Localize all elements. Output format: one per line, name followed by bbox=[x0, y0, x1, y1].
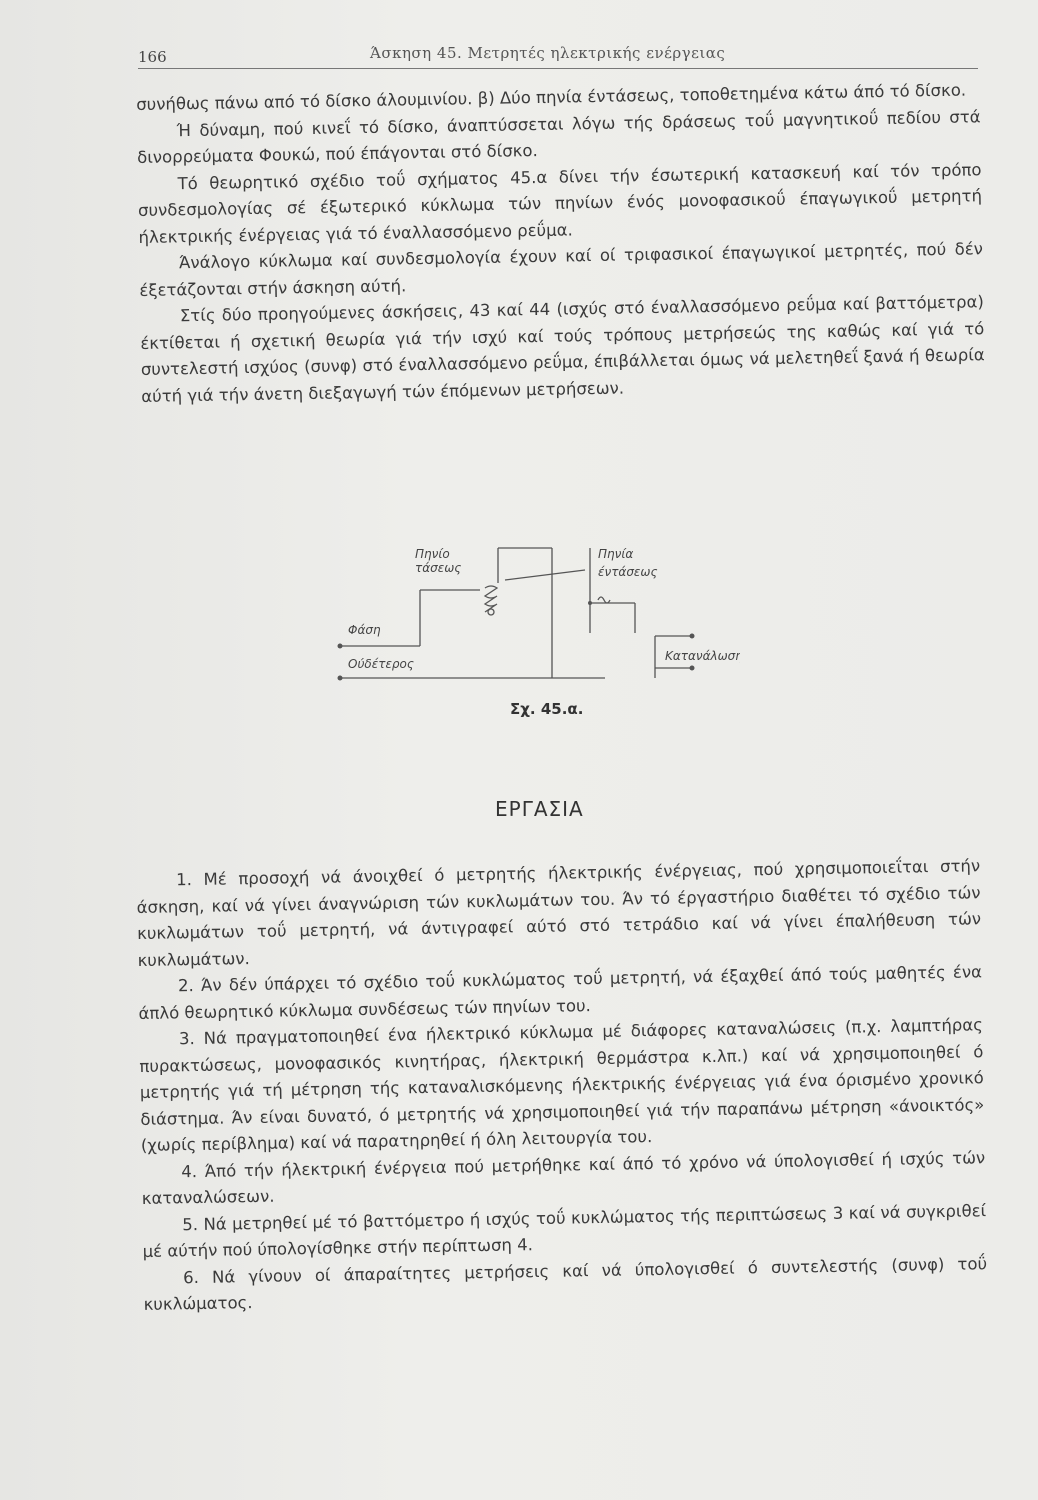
voltage-coil-label-1: Πηνίο bbox=[415, 547, 450, 561]
circuit-svg bbox=[320, 528, 740, 728]
task-item: 6. Νά γίνουν οί άπαραίτητες μετρήσεις καί νά ύπολογισθεί ό συντελεστής (συνφ) τοΰ κυκλώματος. bbox=[143, 1253, 988, 1314]
page-number: 166 bbox=[138, 48, 167, 66]
task-item: 1. Μέ προσοχή νά άνοιχθεί ό μετρητής ήλεκτρικής ένέργειας, πού χρησιμοποιεΐται στήν άσκηση, καί νά γίνει άναγνώριση τών κυκλωμάτων του. Άν τό έργαστήριο διαθέτει τό σχέδιο τών κυκλωμάτων τοΰ μετρητή, νά άντιγραφεί αύτό στό τετράδιο καί νά γίνει έπαλήθευση τών κυκλωμάτων. bbox=[136, 856, 982, 970]
phase-terminal bbox=[338, 644, 343, 649]
load-terminal-top bbox=[690, 634, 695, 639]
current-coils-label-1: Πηνία bbox=[598, 547, 634, 561]
tasks-list bbox=[136, 853, 988, 1318]
task-item: 2. Άν δέν ύπάρχει τό σχέδιο τοΰ κυκλώματος τοΰ μετρητή, νά έξαχθεί άπό τούς μαθητές ένα άπλό θεωρητικό κύκλωμα συνδέσεως τών πηνίων του. bbox=[138, 962, 983, 1023]
page-header bbox=[138, 40, 978, 70]
intro-text bbox=[136, 77, 985, 410]
section-title: ΕΡΓΑΣΙΑ bbox=[495, 797, 584, 821]
intro-paragraph: Στίς δύο προηγούμενες άσκήσεις, 43 καί 44 (ισχύς στό έναλλασσόμενο ρεΰμα καί βαττόμετρα) έκτίθεται ή σχετική θεωρία γιά τήν ισχύ καί τούς τρόπους μετρήσεώς της καθώς καί γιά τό συντελεστή ισχύος (συνφ) στό έναλλασσόμενο ρεΰμα, έπιβάλλεται όμως νά μελετηθεΐ ξανά ή θεωρία αύτή γιά τήν άνετη διεξαγωγή τών έπόμενων μετρήσεων. bbox=[140, 292, 985, 406]
voltage-coil-label-2: τάσεως bbox=[415, 561, 462, 575]
junction bbox=[588, 601, 592, 605]
phase-label: Φάση bbox=[348, 623, 381, 637]
task-item: 4. Άπό τήν ήλεκτρική ένέργεια πού μετρήθηκε καί άπό τό χρόνο νά ύπολογισθεί ή ισχύς τών καταναλώσεων. bbox=[141, 1147, 986, 1208]
current-coil bbox=[598, 597, 610, 603]
coil-core bbox=[488, 609, 494, 615]
intro-paragraph: Ή δύναμη, πού κινεΐ τό δίσκο, άναπτύσσεται λόγω τής δράσεως τοΰ μαγνητικοΰ πεδίου στά δινορρεύματα Φουκώ, πού έπάγονται στό δίσκο. bbox=[136, 106, 981, 167]
neutral-label: Ούδέτερος bbox=[348, 657, 414, 671]
neutral-terminal bbox=[338, 676, 343, 681]
meter-circuit-diagram bbox=[320, 528, 740, 728]
task-item: 5. Νά μετρηθεί μέ τό βαττόμετρο ή ισχύς τοΰ κυκλώματος τής περιπτώσεως 3 καί νά συγκριθεί μέ αύτήν πού ύπολογίσθηκε στήν περίπτωση 4. bbox=[142, 1200, 987, 1261]
figure-caption: Σχ. 45.α. bbox=[510, 700, 584, 718]
running-title: Άσκηση 45. Μετρητές ηλεκτρικής ενέργειας bbox=[370, 44, 726, 62]
intro-paragraph: συνήθως πάνω από τό δίσκο άλουμινίου. β) Δύο πηνία έντάσεως, τοποθετημένα κάτω άπό τό δίσκο. bbox=[136, 80, 967, 114]
load-label: Κατανάλωση bbox=[665, 649, 740, 663]
intro-paragraph: Άνάλογο κύκλωμα καί συνδεσμολογία έχουν καί οί τριφασικοί έπαγωγικοί μετρητές, πού δέν έξετάζονται στήν άσκηση αύτή. bbox=[139, 239, 984, 300]
header-rule bbox=[138, 68, 978, 69]
disc bbox=[505, 570, 585, 580]
load-terminal-bottom bbox=[690, 666, 695, 671]
voltage-coil bbox=[485, 586, 497, 612]
intro-paragraph: Τό θεωρητικό σχέδιο τοΰ σχήματος 45.α δίνει τήν έσωτερική κατασκευή καί τόν τρόπο συνδεσμολογίας σέ έξωτερικό κύκλωμα τών πηνίων ένός μονοφασικοΰ έπαγωγικοΰ μετρητή ήλεκτρικής ένέργειας γιά τό έναλλασσόμενο ρεΰμα. bbox=[137, 159, 983, 247]
task-item: 3. Νά πραγματοποιηθεί ένα ήλεκτρικό κύκλωμα μέ διάφορες καταναλώσεις (π.χ. λαμπτήρας πυρακτώσεως, μονοφασικός κινητήρας, ήλεκτρική θερμάστρα κ.λπ.) καί νά χρησιμοποιηθεί ό μετρητής γιά τή μέτρηση τής καταναλισκόμενης ήλεκτρικής ένέργειας γιά ένα όρισμένο χρονικό διάστημα. Άν είναι δυνατό, ό μετρητής νά χρησιμοποιηθεί γιά τήν παραπάνω μέτρηση «άνοικτός» (χωρίς περίβλημα) καί νά παρατηρηθεί ή όλη λειτουργία του. bbox=[139, 1015, 985, 1155]
current-coils-label-2: έντάσεως bbox=[598, 565, 658, 579]
